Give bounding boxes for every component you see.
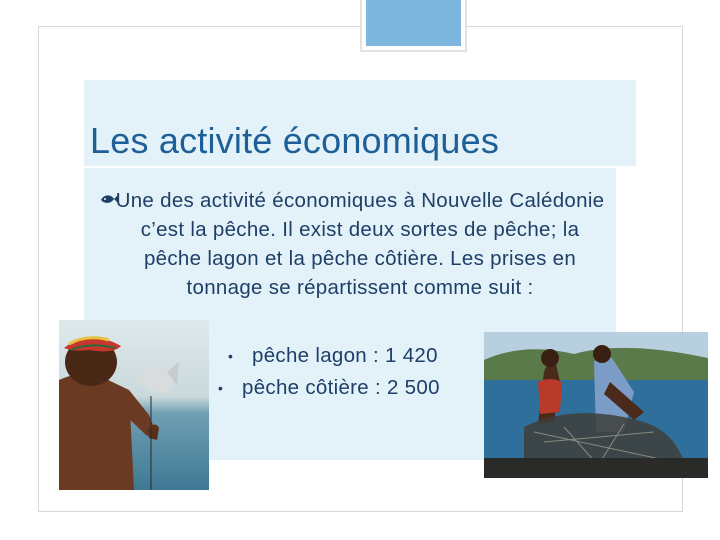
slide-paragraph: Une des activité économiques à Nouvelle Calédonie c’est la pêche. Il exist deux sortes de pêche; la pêche lagon et la pêche côtière. Les prises en tonnage se répartissent comme suit : <box>115 189 605 299</box>
decorative-top-tab <box>360 0 467 52</box>
list-item-label: pêche côtière : 2 500 <box>242 376 440 399</box>
fishermen-pulling-net-photo <box>484 332 708 478</box>
top-tab-fill <box>366 0 461 46</box>
list-item-label: pêche lagon : 1 420 <box>252 344 438 367</box>
list-item <box>212 372 440 404</box>
slide-title: Les activité économiques <box>90 120 500 161</box>
catch-list <box>218 340 440 404</box>
fisherman-holding-fish-photo <box>59 320 209 490</box>
list-item <box>222 340 440 372</box>
bullet-dot: • <box>228 348 234 364</box>
bullet-dot: • <box>218 380 224 396</box>
